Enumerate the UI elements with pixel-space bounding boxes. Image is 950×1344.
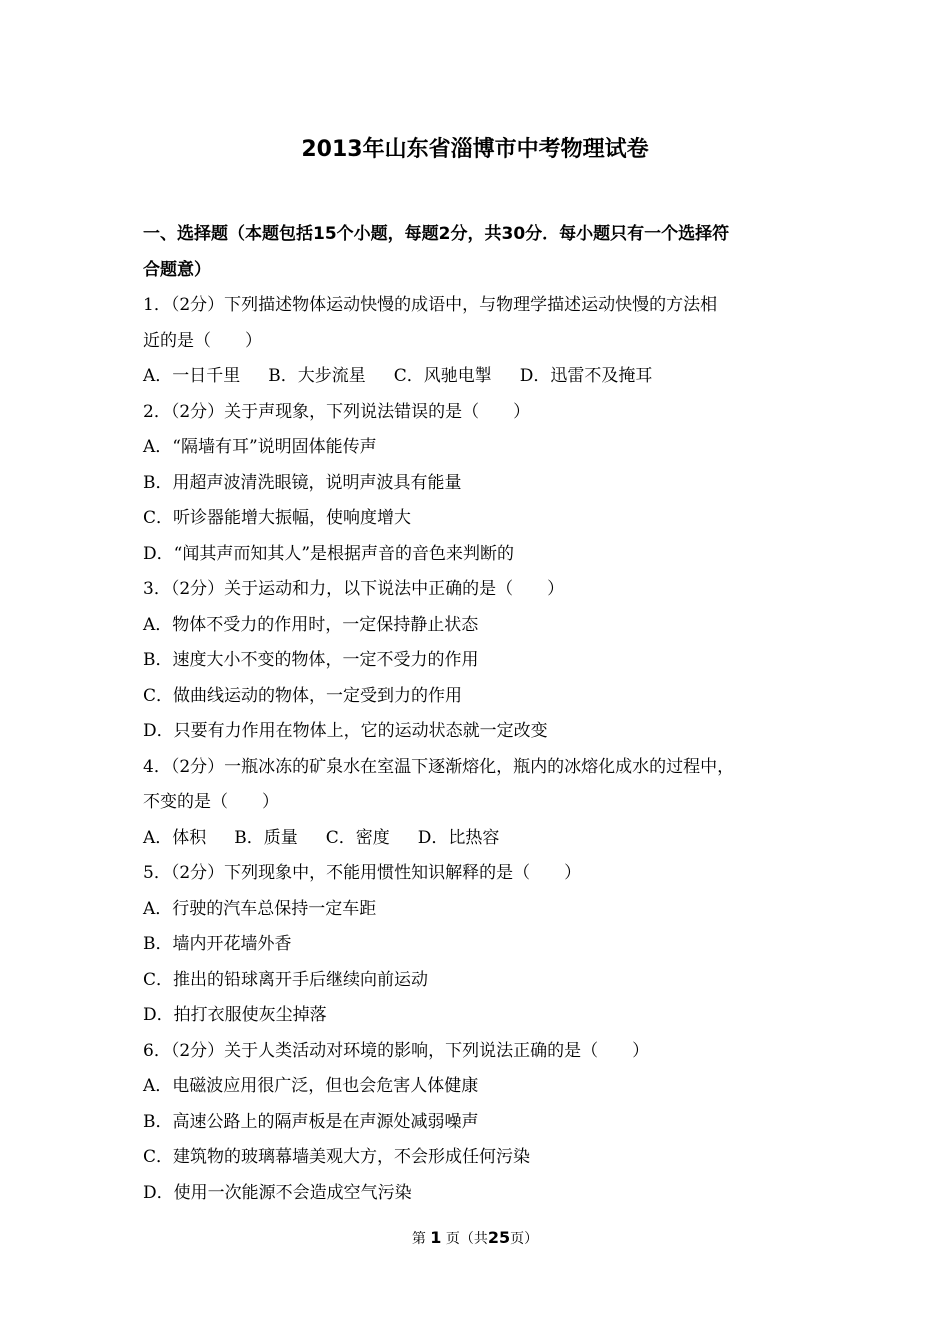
question-text: 近的是（ ） (143, 330, 262, 351)
question-1 (143, 288, 823, 395)
option-d: D．比热容 (417, 827, 500, 848)
question-text: 5．（2分）下列现象中，不能用惯性知识解释的是（ ） (143, 863, 582, 883)
option-c: C．推出的铅球离开手后继续向前运动 (143, 969, 429, 990)
question-2 (143, 395, 823, 573)
option-b: B．高速公路上的隔声板是在声源处减弱噪声 (143, 1111, 479, 1132)
question-list (143, 288, 823, 1211)
option-d: D．拍打衣服使灰尘掉落 (143, 1005, 327, 1025)
option-a: A．电磁波应用很广泛，但也会危害人体健康 (143, 1076, 479, 1096)
question-6 (143, 1034, 823, 1212)
question-text: 6．（2分）关于人类活动对环境的影响，下列说法正确的是（ ） (143, 1040, 650, 1061)
option-c: C．风驰电掣 (393, 366, 492, 386)
question-text: 4．（2分）一瓶冰冻的矿泉水在室温下逐渐熔化，瓶内的冰熔化成水的过程中， (143, 756, 735, 777)
option-c: C．密度 (325, 827, 390, 848)
option-c: C．做曲线运动的物体，一定受到力的作用 (143, 685, 463, 706)
question-3 (143, 572, 823, 750)
page-number: 1 (430, 1228, 442, 1247)
option-a: A．“隔墙有耳”说明固体能传声 (143, 437, 377, 457)
option-d: D．“闻其声而知其人”是根据声音的音色来判断的 (143, 543, 515, 564)
question-text: 2．（2分）关于声现象，下列说法错误的是（ ） (143, 401, 531, 422)
total-pages: 25 (487, 1228, 511, 1247)
section-heading-line: 一、选择题（本题包括15个小题，每题2分，共30分．每小题只有一个选择符 (143, 224, 730, 244)
footer-prefix: 第 (411, 1231, 426, 1247)
option-d: D．使用一次能源不会造成空气污染 (143, 1182, 412, 1203)
option-b: B．大步流星 (268, 366, 366, 386)
option-d: D．只要有力作用在物体上，它的运动状态就一定改变 (143, 721, 548, 741)
section-heading-line: 合题意） (143, 260, 211, 280)
option-a: A．行驶的汽车总保持一定车距 (143, 898, 377, 919)
inline-options (143, 821, 823, 857)
question-text: 不变的是（ ） (143, 792, 279, 812)
option-d: D．迅雷不及掩耳 (519, 366, 653, 386)
page-title: 2013年山东省淄博市中考物理试卷 (301, 137, 649, 162)
option-b: B．墙内开花墙外香 (143, 934, 292, 954)
option-b: B．用超声波清洗眼镜，说明声波具有能量 (143, 472, 462, 493)
question-4 (143, 750, 823, 857)
footer-suffix: 页） (510, 1231, 539, 1247)
inline-options (143, 359, 823, 395)
option-a: A．体积 (143, 827, 207, 848)
option-b: B．速度大小不变的物体，一定不受力的作用 (143, 650, 479, 670)
option-c: C．听诊器能增大振幅，使响度增大 (143, 508, 412, 528)
option-a: A．物体不受力的作用时，一定保持静止状态 (143, 614, 479, 635)
question-5 (143, 856, 823, 1034)
footer-middle: 页（共 (445, 1231, 488, 1247)
option-b: B．质量 (234, 827, 298, 848)
question-text: 3．（2分）关于运动和力，以下说法中正确的是（ ） (143, 579, 565, 599)
option-a: A．一日千里 (143, 366, 241, 386)
question-text: 1．（2分）下列描述物体运动快慢的成语中，与物理学描述运动快慢的方法相 (143, 295, 718, 315)
option-c: C．建筑物的玻璃幕墙美观大方，不会形成任何污染 (143, 1147, 531, 1167)
section-heading (143, 216, 823, 288)
page-footer (0, 1228, 950, 1248)
